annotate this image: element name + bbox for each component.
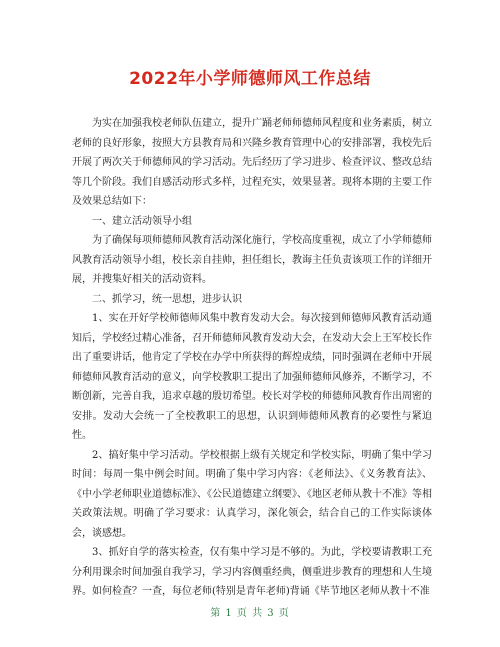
section-1-paragraph: 为了确保每项师德师风教育活动深化施行，学校高度重视，成立了小学师德师风教育活动领导小组，校长亲自挂帅，担任组长，教诲主任负责该项工作的详细开展，并搜集好相关的活动资料。: [72, 235, 432, 285]
section-heading-2: 二、抓学习，统一思想，进步认识: [92, 293, 242, 305]
item-1-paragraph: 1、实在开好学校师德师风集中教育发动大会。每次接到师德师风教育活动通知后，学校经过精心准备，召开师德师风教育发动大会，在发动大会上王军校长作出了重要讲话，他肯定了学校在办学中所获得的辉煌成绩，同时强调在老师中开展师德师风教育活动的意义，向学校教职工提出了加强师德师风修养，不断学习，不断创新，完善自我，追求卓越的殷切希望。校长对学校的师德师风教育作出周密的安排。发动大会统一了全校教职工的思想，认识到师德师风教育的必要性与紧迫性。: [72, 313, 432, 441]
item-3-paragraph: 3、抓好自学的落实检查，仅有集中学习是不够的。为此，学校要请教职工充分利用课余时间加强自我学习，学习内容侧重经典，侧重进步教育的理想和人生境界。如何检查？一查，每位老师(特别是青年老师)背诵《毕节地区老师从教十不准: [72, 547, 432, 597]
item-2-paragraph: 2、搞好集中学习活动。学校根据上级有关规定和学校实际，明确了集中学习时间：每周一集中例会时间。明确了集中学习内容：《老师法》、《义务教育法》、《中小学老师职业道德标准》、《公民道德建立纲要》、《地区老师从教十不准》等相关政策法规。明确了学习要求：认真学习，深化领会，结合自己的工作实际谈体会，谈感想。: [72, 449, 432, 539]
page-number-footer: 第 1 页 共 3 页: [210, 608, 290, 619]
document-title: 2022年小学师德师风工作总结: [129, 69, 371, 89]
document-body: [72, 114, 432, 602]
intro-paragraph: 为实在加强我校老师队伍建立，提升广踊老师师德师风程度和业务素质，树立老师的良好形象，按照大方县教育局和兴隆乡教育管理中心的安排部署，我校先后开展了两次关于师德师风的学习活动。先后经历了学习进步、检查评议、整改总结等几个阶段。我们自感活动形式多样，过程充实，效果显著。现将本期的主要工作及效果总结如下：: [72, 118, 432, 207]
section-heading-1: 一、建立活动领导小组: [92, 215, 192, 227]
